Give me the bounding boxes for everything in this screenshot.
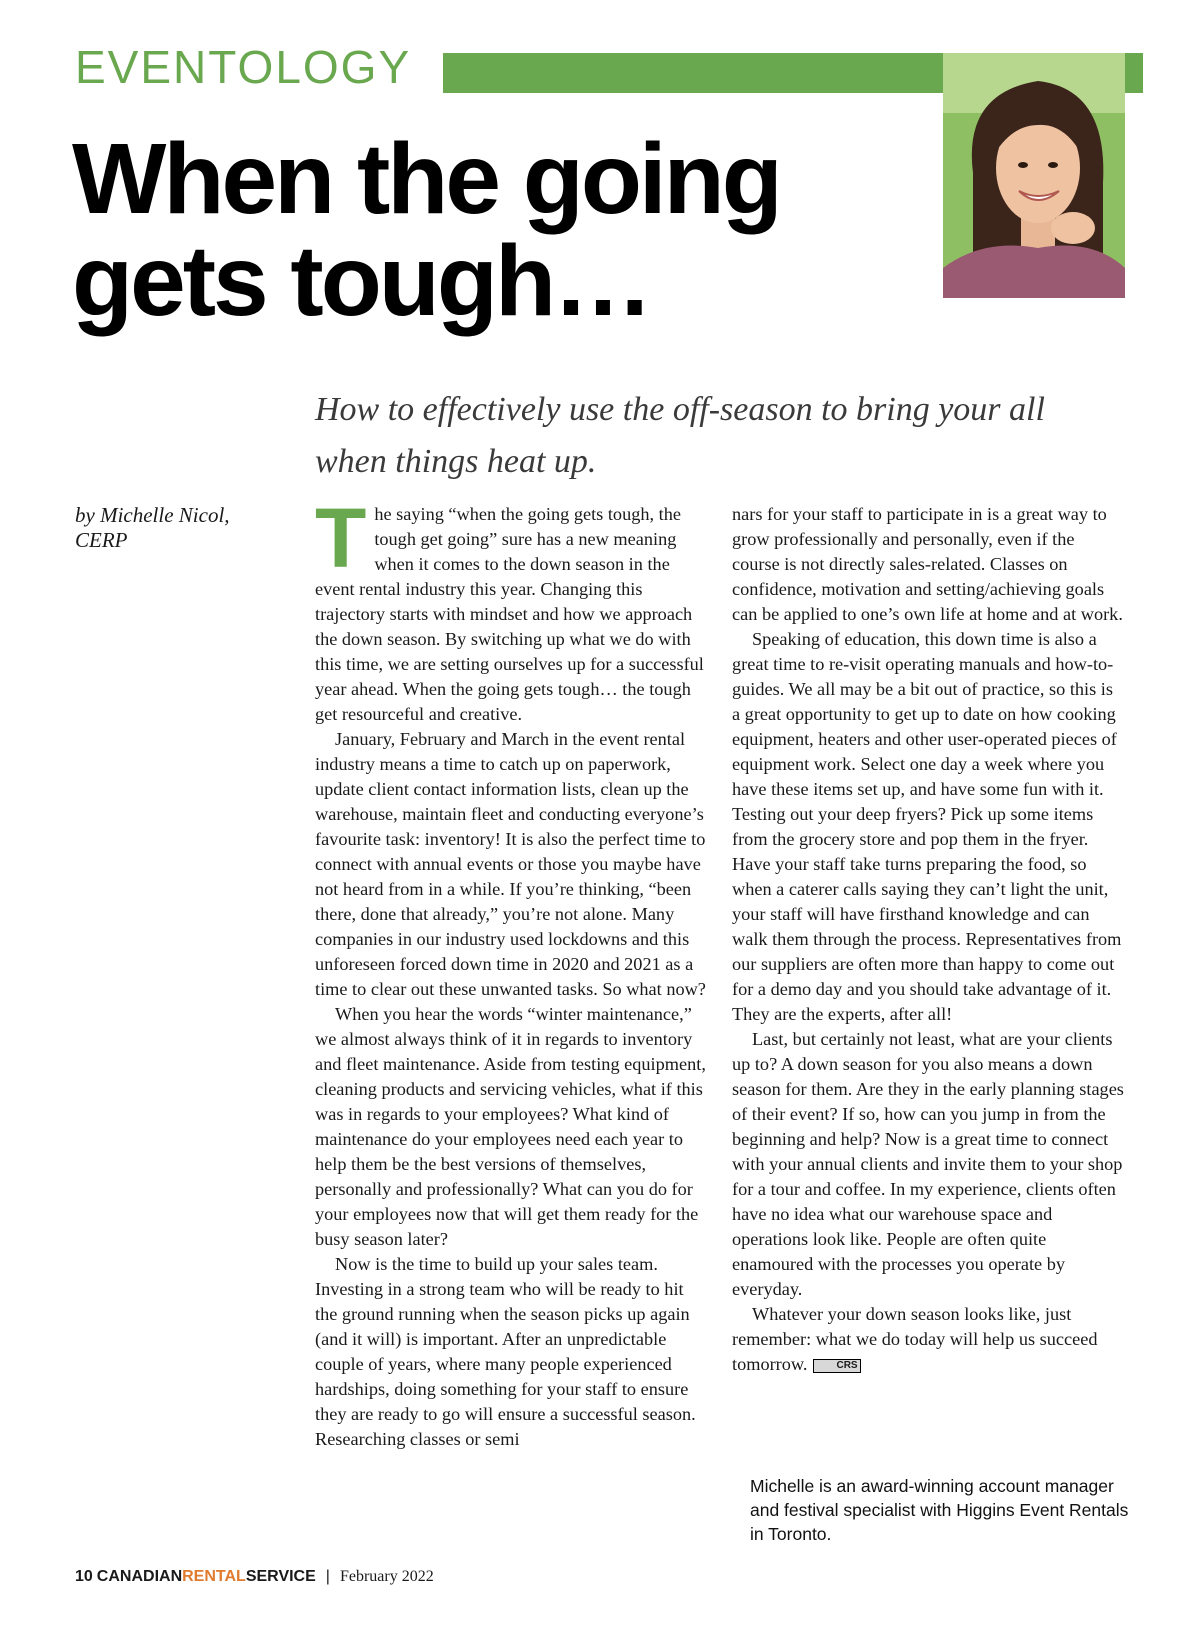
drop-cap: T	[315, 491, 367, 585]
magazine-name	[97, 1568, 316, 1585]
paragraph	[315, 491, 707, 727]
article-deck: How to effectively use the off-season to bring your all when things heat up.	[315, 391, 1045, 480]
headline	[72, 123, 892, 337]
end-mark-icon: CRS	[813, 1359, 860, 1373]
section-label: EVENTOLOGY	[75, 41, 412, 93]
author-bio: Michelle is an award-winning account manager and festival specialist with Higgins Event Rentals in Toronto.	[750, 1476, 1129, 1544]
article-column-2	[732, 502, 1124, 1377]
page-number: 10	[75, 1568, 93, 1585]
paragraph: January, February and March in the event rental industry means a time to catch up on paperwork, update client contact information lists, clean up the warehouse, maintain fleet and conducting everyone’s favourite task: inventory! It is also the perfect time to connect with annual events or those you maybe have not heard from in a while. If you’re thinking, “been there, done that already,” you’re not alone. Many companies in our industry used lockdowns and this unforeseen forced down time in 2020 and 2021 as a time to clear out these unwanted tasks. So what now?	[315, 729, 706, 999]
byline-author: by Michelle Nicol,	[75, 503, 230, 527]
paragraph-text: Whatever your down season looks like, just remember: what we do today will help us succeed tomorrow.	[732, 1304, 1098, 1374]
author-portrait-illustration	[943, 53, 1125, 298]
paragraph-text: he saying “when the going gets tough, the tough get going” sure has a new meaning when it comes to the down season in the event rental industry this year. Changing this trajectory starts with mindset and how we approach the down season. By switching up what we do with this time, we are setting ourselves up for a successful year ahead. When the going gets tough… the tough get resourceful and creative.	[315, 504, 704, 724]
paragraph: Now is the time to build up your sales team. Investing in a strong team who will be ready to hit the ground running when the season picks up again (and it will) is important. After an unpredictable couple of years, where many people experienced hardships, doing something for your staff to ensure they are ready to go will ensure a successful season. Researching classes or semi	[315, 1254, 696, 1449]
author-photo	[943, 53, 1125, 298]
magazine-name-part-1: CANADIAN	[96, 1568, 183, 1585]
magazine-name-part-2: RENTAL	[182, 1568, 246, 1585]
page-footer	[75, 1565, 434, 1589]
paragraph	[732, 1302, 1124, 1377]
issue-date: February 2022	[339, 1568, 434, 1585]
byline	[75, 503, 275, 553]
headline-line-2: gets tough…	[72, 225, 651, 337]
paragraph: Speaking of education, this down time is also a great time to re-visit operating manuals and how-to-guides. We all may be a bit out of practice, so this is a great opportunity to get up to date on how cooking equipment, heaters and other user-operated pieces of equipment work. Select one day a week where you have these items set up, and have some fun with it. Testing out your deep fryers? Pick up some items from the grocery store and pop them in the fryer. Have your staff take turns preparing the food, so when a caterer calls saying they can’t light the unit, your staff will have firsthand knowledge and can walk them through the process. Representatives from our suppliers are often more than happy to come out for a demo day and you should take advantage of it. They are the experts, after all!	[732, 629, 1122, 1024]
paragraph: When you hear the words “winter maintenance,” we almost always think of it in regards to inventory and fleet maintenance. Aside from testing equipment, cleaning products and servicing vehicles, what if this was in regards to your employees? What kind of maintenance do your employees need each year to help them be the best versions of themselves, personally and professionally? What can you do for your employees now that will get them ready for the busy season later?	[315, 1004, 706, 1249]
headline-line-1: When the going	[72, 123, 780, 235]
paragraph: Last, but certainly not least, what are your clients up to? A down season for you also means a down season for them. Are they in the early planning stages of their event? If so, how can you jump in from the beginning and help? Now is a great time to connect with your annual clients and invite them to your shop for a tour and coffee. In my experience, clients often have no idea what our warehouse space and operations look like. People are often quite enamoured with the processes you operate by everyday.	[732, 1029, 1124, 1299]
byline-credential: CERP	[75, 528, 128, 552]
footer-separator: |	[325, 1568, 330, 1585]
article-column-1	[315, 491, 707, 1452]
magazine-name-part-3: SERVICE	[245, 1568, 316, 1585]
paragraph: nars for your staff to participate in is a great way to grow professionally and personally, even if the course is not directly sales-related. Classes on confidence, motivation and setting/achieving goals can be applied to one’s own life at home and at work.	[732, 504, 1123, 624]
